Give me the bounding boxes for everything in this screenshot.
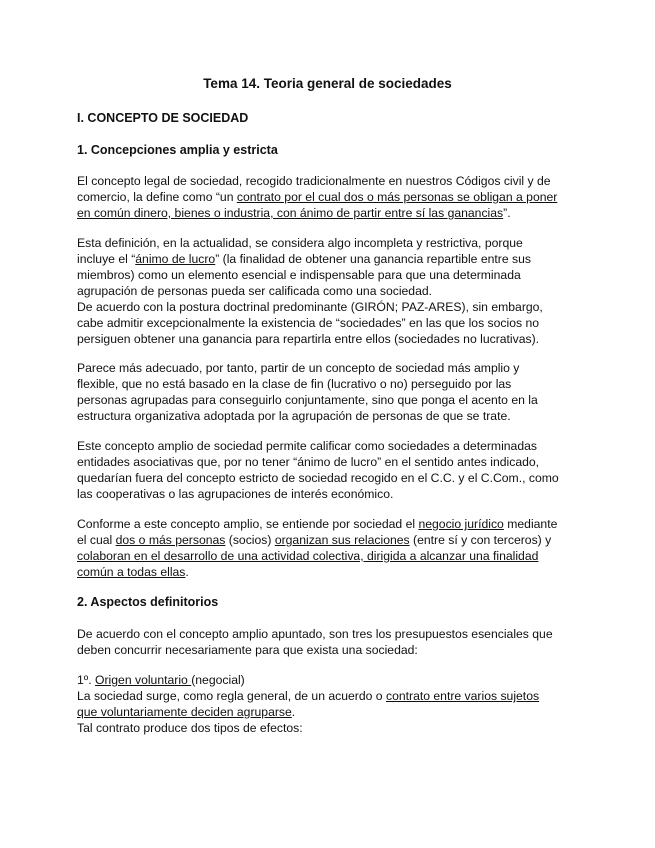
paragraph-definition-critique (77, 235, 562, 347)
underlined-organizan-relaciones: organizan sus relaciones (274, 533, 410, 547)
paragraph-sociedad-definition (77, 516, 562, 580)
text-run: El concepto legal de sociedad, recogido tradicionalmente en nuestros Códigos civil y de comercio, la define como “un (77, 174, 551, 204)
paragraph-origen-voluntario (77, 672, 562, 736)
underlined-definition: contrato por el cual dos o más personas se obligan a poner en común dinero, bienes o industria, con ánimo de partir entre sí las ganancias (77, 190, 558, 220)
paragraph-broad-concept-scope: Este concepto amplio de sociedad permite calificar como sociedades a determinadas entidades asociativas que, por no tener “ánimo de lucro” en el sentido antes indicado, quedarían fuera del concepto estricto de sociedad recogido en el C.C. y el C.Com., como las cooperativas o las agrupaciones de interés económico. (77, 439, 559, 501)
subsection-heading-concepciones: 1. Concepciones amplia y estricta (77, 143, 278, 157)
page-title: Tema 14. Teoria general de sociedades (203, 76, 452, 91)
underlined-origen-voluntario: Origen voluntario (95, 673, 192, 687)
underlined-dos-o-mas-personas: dos o más personas (115, 533, 226, 547)
text-run: Conforme a este concepto amplio, se entiende por sociedad el (77, 517, 419, 531)
paragraph-legal-concept (77, 173, 562, 221)
underlined-colaboran: colaboran en el desarrollo de una actividad colectiva, dirigida a alcanzar una finalidad común a todas ellas (77, 549, 539, 579)
text-run: . (291, 705, 296, 719)
text-run: 1º. (77, 673, 96, 687)
underlined-contrato-entre-sujetos: contrato entre varios sujetos que voluntariamente deciden agruparse (77, 689, 540, 719)
text-run: ”. (503, 206, 511, 220)
paragraph-broad-concept: Parece más adecuado, por tanto, partir de un concepto de sociedad más amplio y flexible, que no está basado en la clase de fin (lucrativo o no) perseguido por las personas agrupadas para conseguirlo conjuntamente, sino que ponga el acento en la estructura organizativa adoptada por la agrupación de personas de que se trate. (77, 361, 538, 423)
subsection-heading-aspectos: 2. Aspectos definitorios (77, 595, 219, 609)
text-run: Tal contrato produce dos tipos de efectos: (77, 721, 303, 735)
text-run: (entre sí y con terceros) y (409, 533, 552, 547)
text-run: . (185, 565, 189, 579)
text-run: (negocial) (191, 673, 245, 687)
text-run: (socios) (225, 533, 275, 547)
text-run: ” (la finalidad de obtener una ganancia repartible entre sus miembros) como un elemento esencial e indispensable para que una determinada agrupación de personas pueda ser calificada como una sociedad. (77, 252, 531, 298)
underlined-negocio-juridico: negocio jurídico (418, 517, 504, 531)
text-run: La sociedad surge, como regla general, de un acuerdo o (77, 689, 386, 703)
text-run: mediante el cual (77, 517, 558, 547)
text-run: De acuerdo con la postura doctrinal predominante (GIRÓN; PAZ-ARES), sin embargo, cabe admitir excepcionalmente la existencia de “sociedades” en las que los socios no persiguen obtener una ganancia para repartirla entre ellos (sociedades no lucrativas). (77, 300, 543, 346)
underlined-animo-de-lucro: ánimo de lucro (135, 252, 216, 266)
section-heading-concepto: I. CONCEPTO DE SOCIEDAD (77, 111, 249, 125)
text-run: Esta definición, en la actualidad, se considera algo incompleta y restrictiva, porque incluye el “ (77, 236, 523, 266)
paragraph-presupuestos: De acuerdo con el concepto amplio apuntado, son tres los presupuestos esenciales que deben concurrir necesariamente para que exista una sociedad: (77, 627, 553, 657)
